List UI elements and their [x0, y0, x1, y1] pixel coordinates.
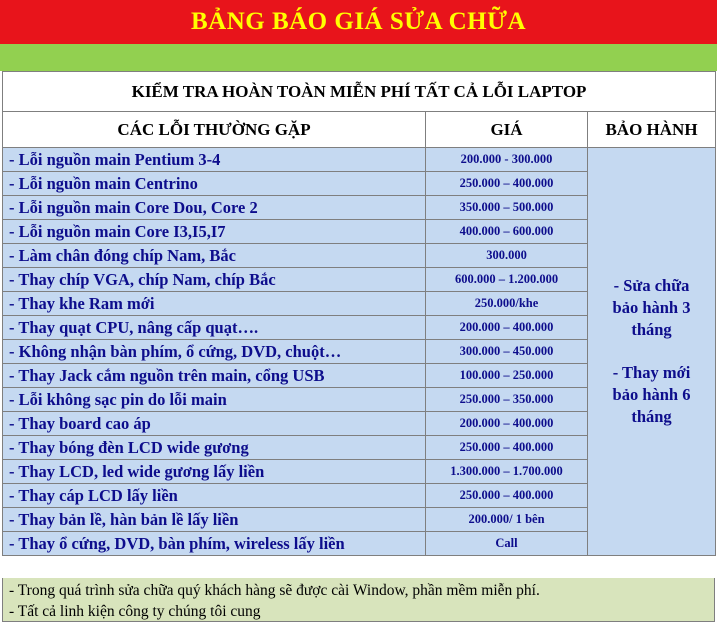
- warranty-repair-line-1: - Sửa chữa: [613, 275, 690, 295]
- price-cell: 200.000 – 400.000: [426, 412, 588, 436]
- price-cell: 250.000 – 400.000: [426, 436, 588, 460]
- fault-cell: - Thay bóng đèn LCD wide gương: [3, 436, 426, 460]
- warranty-replace-line-3: tháng: [631, 407, 672, 427]
- price-cell: 600.000 – 1.200.000: [426, 268, 588, 292]
- warranty-spacer: [588, 342, 715, 362]
- fault-cell: - Thay cáp LCD lấy liền: [3, 484, 426, 508]
- warranty-replace-line-2: bảo hành 6: [612, 384, 691, 404]
- price-cell: 350.000 – 500.000: [426, 196, 588, 220]
- fault-cell: - Làm chân đóng chíp Nam, Bắc: [3, 244, 426, 268]
- column-header-row: [3, 112, 716, 148]
- fault-cell: - Lỗi nguồn main Core I3,I5,I7: [3, 220, 426, 244]
- footer-note-2: - Tất cả linh kiện công ty chúng tôi cung: [9, 603, 261, 620]
- warranty-cell: [588, 148, 716, 556]
- fault-cell: - Thay bản lề, hàn bản lề lấy liền: [3, 508, 426, 532]
- price-cell: Call: [426, 532, 588, 556]
- price-cell: 250.000 – 400.000: [426, 484, 588, 508]
- warranty-replace-line-1: - Thay mới: [612, 362, 691, 382]
- price-cell: 1.300.000 – 1.700.000: [426, 460, 588, 484]
- column-header-fault: CÁC LỖI THƯỜNG GẶP: [3, 112, 426, 148]
- price-cell: 400.000 – 600.000: [426, 220, 588, 244]
- subtitle: KIỂM TRA HOÀN TOÀN MIỄN PHÍ TẤT CẢ LỖI LAPTOP: [3, 72, 716, 112]
- column-header-price: GIÁ: [426, 112, 588, 148]
- price-cell: 200.000 - 300.000: [426, 148, 588, 172]
- footer-notes: [2, 578, 715, 622]
- fault-cell: - Lỗi nguồn main Centrino: [3, 172, 426, 196]
- price-cell: 250.000/khe: [426, 292, 588, 316]
- price-cell: 200.000/ 1 bên: [426, 508, 588, 532]
- fault-cell: - Thay khe Ram mới: [3, 292, 426, 316]
- price-cell: 250.000 – 350.000: [426, 388, 588, 412]
- column-header-warranty: BẢO HÀNH: [588, 112, 716, 148]
- price-cell: 300.000 – 450.000: [426, 340, 588, 364]
- fault-cell: - Thay LCD, led wide gương lấy liền: [3, 460, 426, 484]
- fault-cell: - Không nhận bàn phím, ổ cứng, DVD, chuột…: [3, 340, 426, 364]
- fault-cell: - Lỗi không sạc pin do lỗi main: [3, 388, 426, 412]
- fault-cell: - Lỗi nguồn main Core Dou, Core 2: [3, 196, 426, 220]
- warranty-repair-line-3: tháng: [631, 320, 672, 340]
- subtitle-row: [3, 72, 716, 112]
- warranty-repair-line-2: bảo hành 3: [612, 297, 691, 317]
- fault-cell: - Thay quạt CPU, nâng cấp quạt….: [3, 316, 426, 340]
- fault-cell: - Thay Jack cắm nguồn trên main, cổng USB: [3, 364, 426, 388]
- price-cell: 300.000: [426, 244, 588, 268]
- green-divider: [0, 44, 717, 71]
- page-title: BẢNG BÁO GIÁ SỬA CHỮA: [190, 8, 527, 35]
- table-row: [3, 148, 716, 172]
- fault-cell: - Thay chíp VGA, chíp Nam, chíp Bắc: [3, 268, 426, 292]
- fault-cell: - Thay board cao áp: [3, 412, 426, 436]
- title-bar: [0, 0, 717, 44]
- price-cell: 200.000 – 400.000: [426, 316, 588, 340]
- price-cell: 250.000 – 400.000: [426, 172, 588, 196]
- price-cell: 100.000 – 250.000: [426, 364, 588, 388]
- fault-cell: - Thay ổ cứng, DVD, bàn phím, wireless lấy liền: [3, 532, 426, 556]
- price-table: [2, 71, 716, 556]
- footer-note-1: - Trong quá trình sửa chữa quý khách hàng sẽ được cài Window, phần mềm miễn phí.: [9, 582, 540, 599]
- fault-cell: - Lỗi nguồn main Pentium 3-4: [3, 148, 426, 172]
